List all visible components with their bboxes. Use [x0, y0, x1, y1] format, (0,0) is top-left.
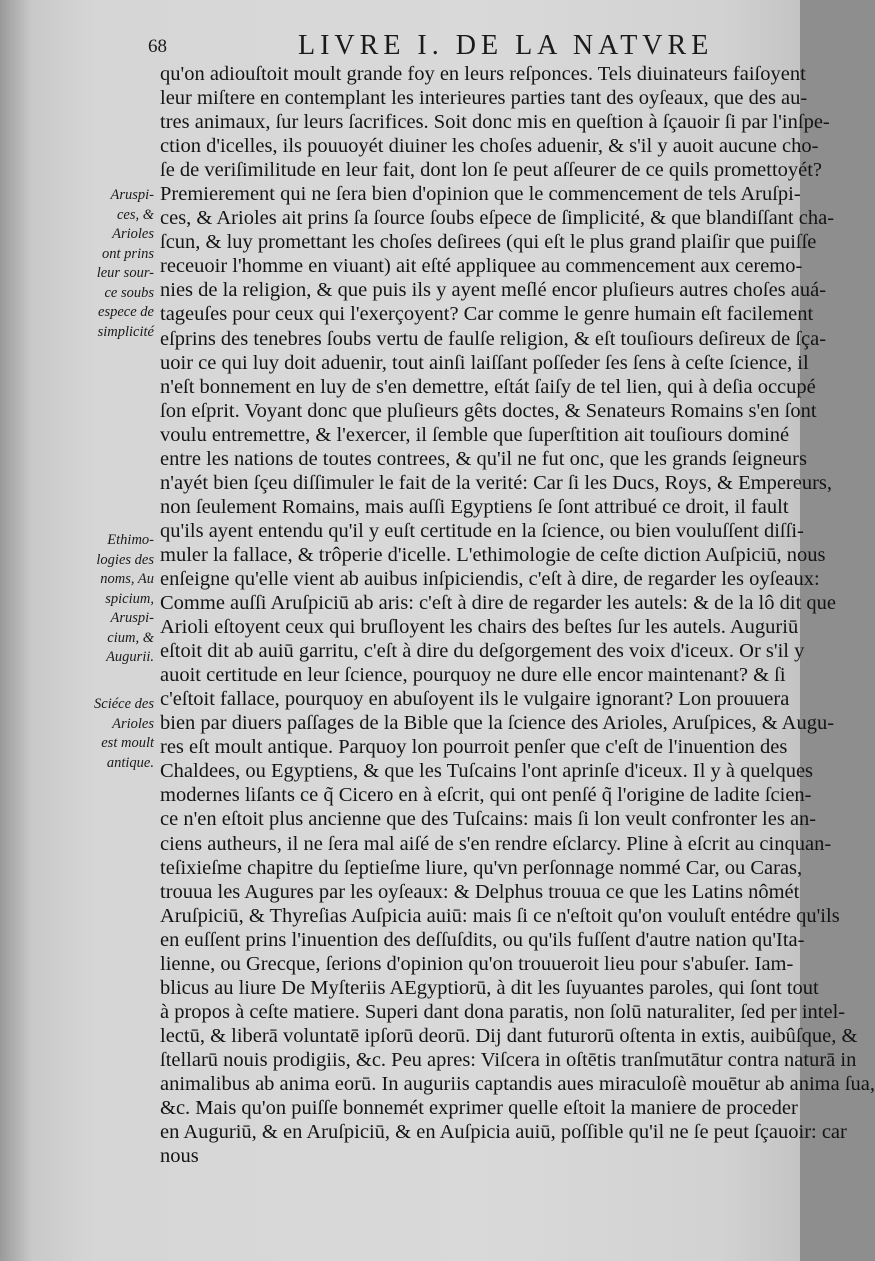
text-line: Comme auſſi Aruſpiciū ab aris: c'eſt à dire de regarder les autels: & de la lô dit que: [160, 592, 836, 615]
margin-note-line: est moult: [101, 735, 154, 751]
margin-note-line: Aruspi-: [110, 187, 154, 203]
text-line: Aruſpiciū, & Thyreſias Auſpicia auiū: mais ſi ce n'eſtoit qu'on vouluſt entédre qu'ils: [160, 904, 840, 927]
page-number: 68: [148, 36, 167, 57]
text-line: à propos à ceſte matiere. Superi dant dona paratis, non ſolū naturaliter, ſed per intel-: [160, 1000, 846, 1023]
page-header: [148, 30, 778, 64]
text-line: n'ayét bien ſçeu diſſimuler le fait de la verité: Car ſi les Ducs, Roys, & Empereurs,: [160, 471, 833, 494]
margin-note-line: leur sour-: [96, 265, 154, 281]
text-line: entre les nations de toutes contrees, & qu'il ne fut onc, que les grands ſeigneurs: [160, 447, 807, 470]
text-line: ſe de veriſimilitude en leur fait, dont lon ſe peut aſſeurer de ce quils promettoyét?: [160, 159, 823, 182]
text-line: res eſt moult antique. Parquoy lon pourroit penſer que c'eſt de l'inuention des: [160, 736, 788, 759]
margin-note-line: espece de: [98, 304, 154, 320]
text-line: receuoir l'homme en viuant) ait eſté appliquee au commencement aux ceremo-: [160, 255, 803, 278]
text-line: blicus au liure De Myſteriis AEgyptiorū, à dit les ſuyuantes paroles, qui ſont tout: [160, 976, 819, 999]
text-line: qu'ils ayent entendu qu'il y euſt certitude en la ſcience, ou bien vouluſſent diſſi-: [160, 519, 804, 542]
catchword: [160, 1168, 772, 1192]
text-line: en euſſent prins l'inuention des deſſuſdits, ou qu'ils fuſſent d'autre nation qu'Ita-: [160, 928, 805, 951]
margin-note-line: antique.: [106, 754, 154, 771]
margin-note-line: ont prins: [102, 245, 154, 262]
text-line: voulu entremettre, & l'exercer, il ſemble que ſuperſtition ait touſiours dominé: [160, 423, 790, 446]
margin-note-line: Augurii.: [106, 649, 154, 665]
text-line: ce n'en eſtoit plus ancienne que des Tuſcains: mais ſi lon veult confronter les an-: [160, 808, 817, 831]
text-line: Arioli eſtoyent ceux qui bruſloyent les chairs des beſtes ſur les autels. Auguriū: [160, 616, 799, 639]
text-line: non ſeulement Romains, mais auſſi Egyptiens ſe ſont attribué ce droit, il fault: [160, 495, 789, 518]
text-line: ſon eſprit. Voyant donc que pluſieurs gêts doctes, & Senateurs Romains s'en ſont: [160, 399, 817, 422]
text-line: &c. Mais qu'on puiſſe bonnemét exprimer quelle eſtoit la maniere de proceder: [160, 1097, 798, 1120]
margin-note-line: Arioles: [112, 226, 154, 242]
text-line: enſeigne qu'elle vient ab auibus inſpiciendis, c'eſt à dire, de regarder les oyſeaux:: [160, 567, 820, 590]
text-line: muler la fallace, & trôperie d'icelle. L'ethimologie de ceſte diction Auſpiciū, nous: [160, 543, 826, 566]
text-line: ces, & Arioles ait prins ſa ſource ſoubs eſpece de ſimplicité, & que blandiſſant cha-: [160, 207, 835, 230]
margin-note-line: spicium,: [105, 590, 154, 607]
text-line: lienne, ou Grecque, ſerions d'opinion qu'on trouueroit lieu pour s'abuſer. Iam-: [160, 952, 794, 975]
body-text: [160, 62, 875, 1192]
margin-note-line: ce soubs: [104, 284, 154, 301]
text-line: qu'on adiouſtoit moult grande foy en leurs reſponces. Tels diuinateurs faiſoyent: [160, 63, 806, 85]
text-line: tageuſes pour ceux qui l'exerçoyent? Car comme le genre humain eſt facilement: [160, 303, 814, 326]
text-line: teſixieſme chapitre du ſeptieſme liure, qu'vn perſonnage nommé Car, ou Caras,: [160, 856, 803, 879]
margin-note-line: Sciéce des: [94, 696, 154, 712]
margin-note-aruspices: [84, 186, 154, 342]
text-line: auoit certitude en leur ſcience, pourquoy ne dure elle encor maintenant? & ſi: [160, 664, 786, 687]
text-line: ciens autheurs, il ne ſera mal aiſé de s'en rendre eſclarcy. Pline à eſcrit au cinquan-: [160, 832, 832, 855]
margin-note-science-antique: [84, 695, 154, 773]
margin-note-line: simplicité: [97, 323, 154, 340]
text-line: modernes liſants ce q̃ Cicero en à eſcrit, qui ont penſé q̃ l'origine de ladite ſcien-: [160, 784, 812, 807]
text-line: leur miſtere en contemplant les interieures parties tant des oyſeaux, que des au-: [160, 87, 808, 110]
text-line: bien par diuers paſſages de la Bible que la ſcience des Arioles, Aruſpices, & Augu-: [160, 712, 835, 735]
text-line: nies de la religion, & que puis ils y ayent meſlé encor pluſieurs autres choſes auá-: [160, 279, 827, 302]
text-line: uoir ce qui luy doit aduenir, tout ainſi laiſſant poſſeder ſes ſens à ceſte ſcience, il: [160, 351, 809, 374]
text-line: animalibus ab anima eorū. In auguriis captandis aues miraculoſè mouētur ab anima ſua,: [160, 1072, 875, 1095]
text-line: trouua les Augures par les oyſeaux: & Delphus trouua ce que les Latins nômét: [160, 880, 800, 903]
text-line: ſtellarū nouis prodigiis, &c. Peu apres: Viſcera in oſtētis tranſmutātur contra naturā in: [160, 1048, 857, 1071]
text-line: eſtoit dit ab auiū garritu, c'eſt à dire du deſgorgement des voix d'iceux. Or s'il y: [160, 640, 805, 663]
running-title: LIVRE I. DE LA NATVRE: [298, 30, 714, 61]
text-line: lectū, & liberā voluntatē ipſorū deorū. Dij dant futurorū oſtenta in extis, auibûſque, &: [160, 1024, 858, 1047]
margin-note-line: Ethimo-: [107, 532, 154, 548]
margin-note-line: Arioles: [112, 715, 154, 732]
margin-note-line: cium, &: [107, 629, 154, 646]
margin-note-line: logies des: [96, 551, 154, 568]
text-line: nous: [160, 1145, 199, 1168]
margin-note-line: noms, Au: [100, 571, 154, 587]
text-line: eſprins des tenebres ſoubs vertu de faulſe religion, & eſt touſiours deſireux de ſça-: [160, 327, 827, 350]
text-line: tres animaux, ſur leurs ſacrifices. Soit donc mis en queſtion à ſçauoir ſi par l'inſpe-: [160, 111, 830, 134]
text-line: Premierement qui ne ſera bien d'opinion que le commencement de tels Aruſpi-: [160, 183, 801, 206]
text-line: ſcun, & luy promettant les choſes deſirees (qui eſt le plus grand plaiſir que puiſſe: [160, 231, 817, 254]
text-line: ction d'icelles, ils pouuoyét diuiner les choſes aduenir, & s'il y auoit aucune cho-: [160, 135, 819, 158]
text-line: Chaldees, ou Egyptiens, & que les Tuſcains l'ont aprinſe d'iceux. Il y à quelques: [160, 760, 814, 783]
text-line: n'eſt bonnement en luy de s'en demettre, eſtát ſaiſy de tel lien, qui à deſia occupé: [160, 375, 816, 398]
text-line: en Auguriū, & en Aruſpiciū, & en Auſpicia auiū, poſſible qu'il ne ſe peut ſçauoir: car: [160, 1121, 847, 1144]
margin-note-line: Aruspi-: [110, 610, 154, 626]
margin-note-line: ces, &: [116, 206, 154, 223]
margin-note-ethimologies: [84, 531, 154, 668]
text-line: c'eſtoit fallace, pourquoy en abuſoyent ils le vulgaire ignorant? Lon prouuera: [160, 688, 790, 711]
